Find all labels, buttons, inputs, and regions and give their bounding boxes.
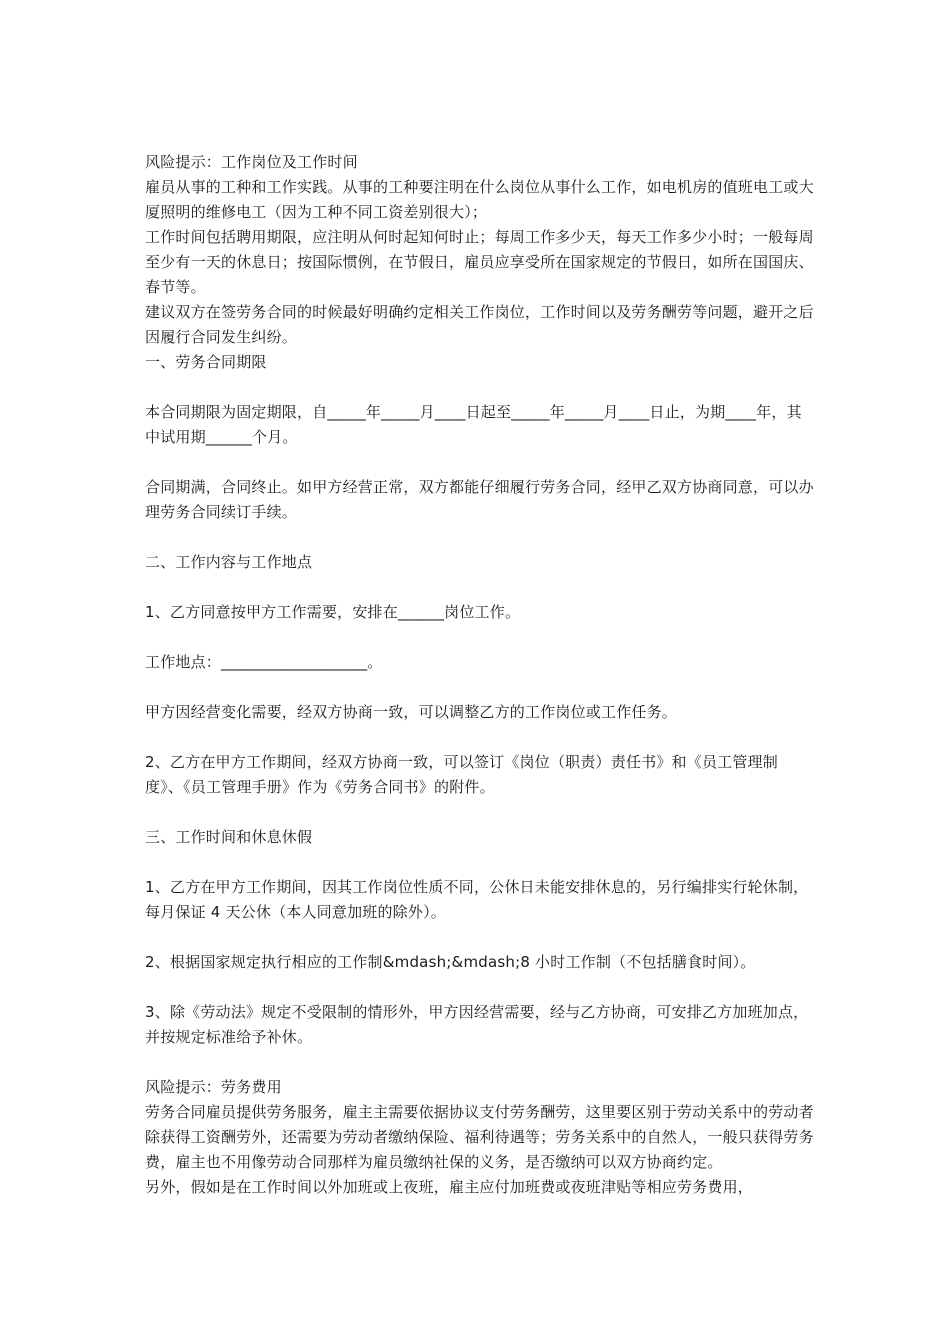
section-2-location-clause: 工作地点：___________________。	[145, 653, 383, 671]
section-2-adjustment-clause: 甲方因经营变化需要，经双方协商一致，可以调整乙方的工作岗位或工作任务。	[145, 703, 678, 721]
section-1-title: 一、劳务合同期限	[145, 353, 267, 371]
section-2-title: 二、工作内容与工作地点	[145, 553, 313, 571]
section-3-rest-clause: 1、乙方在甲方工作期间，因其工作岗位性质不同，公休日未能安排休息的，另行编排实行轮休制，每月保证 4 天公休（本人同意加班的除外）。	[145, 878, 809, 921]
section-2-position-clause: 1、乙方同意按甲方工作需要，安排在______岗位工作。	[145, 603, 521, 621]
spacer	[145, 925, 815, 950]
section-3-hours-clause: 2、根据国家规定执行相应的工作制&mdash;&mdash;8 小时工作制（不包括膳食时间）。	[145, 953, 756, 971]
section-1-term-clause: 本合同期限为固定期限，自_____年_____月____日起至_____年_____月____日止，为期____年，其中试用期______个月。	[145, 403, 802, 446]
risk-tip-title-position: 风险提示：工作岗位及工作时间	[145, 153, 358, 171]
section-2-attachment-clause: 2、乙方在甲方工作期间，经双方协商一致，可以签订《岗位（职责）责任书》和《员工管理制度》、《员工管理手册》作为《劳务合同书》的附件。	[145, 753, 778, 796]
risk-tip-fees-paragraph-1: 劳务合同雇员提供劳务服务，雇主主需要依据协议支付劳务酬劳，这里要区别于劳动关系中的劳动者除获得工资酬劳外，还需要为劳动者缴纳保险、福利待遇等；劳务关系中的自然人，一般只获得劳务费，雇主也不用像劳动合同那样为雇员缴纳社保的义务，是否缴纳可以双方协商约定。	[145, 1103, 814, 1171]
spacer	[145, 975, 815, 1000]
spacer	[145, 450, 815, 475]
section-3-title: 三、工作时间和休息休假	[145, 828, 313, 846]
section-3-overtime-clause: 3、除《劳动法》规定不受限制的情形外，甲方因经营需要，经与乙方协商，可安排乙方加班加点，并按规定标准给予补休。	[145, 1003, 809, 1046]
risk-tip-paragraph-2: 工作时间包括聘用期限，应注明从何时起知何时止；每周工作多少天，每天工作多少小时；一般每周至少有一天的休息日；按国际惯例，在节假日，雇员应享受所在国家规定的节假日，如所在国国庆、春节等。	[145, 228, 814, 296]
risk-tip-paragraph-3: 建议双方在签劳务合同的时候最好明确约定相关工作岗位，工作时间以及劳务酬劳等问题，避开之后因履行合同发生纠纷。	[145, 303, 814, 346]
document-body	[145, 150, 815, 1200]
spacer	[145, 575, 815, 600]
spacer	[145, 850, 815, 875]
spacer	[145, 525, 815, 550]
spacer	[145, 375, 815, 400]
risk-tip-fees-paragraph-2: 另外，假如是在工作时间以外加班或上夜班，雇主应付加班费或夜班津贴等相应劳务费用，	[145, 1178, 754, 1196]
risk-tip-title-fees: 风险提示：劳务费用	[145, 1078, 282, 1096]
spacer	[145, 800, 815, 825]
section-1-renewal-clause: 合同期满，合同终止。如甲方经营正常，双方都能仔细履行劳务合同，经甲乙双方协商同意，可以办理劳务合同续订手续。	[145, 478, 814, 521]
spacer	[145, 725, 815, 750]
spacer	[145, 625, 815, 650]
spacer	[145, 1050, 815, 1075]
spacer	[145, 675, 815, 700]
risk-tip-paragraph-1: 雇员从事的工种和工作实践。从事的工种要注明在什么岗位从事什么工作，如电机房的值班电工或大厦照明的维修电工（因为工种不同工资差别很大）；	[145, 178, 814, 221]
